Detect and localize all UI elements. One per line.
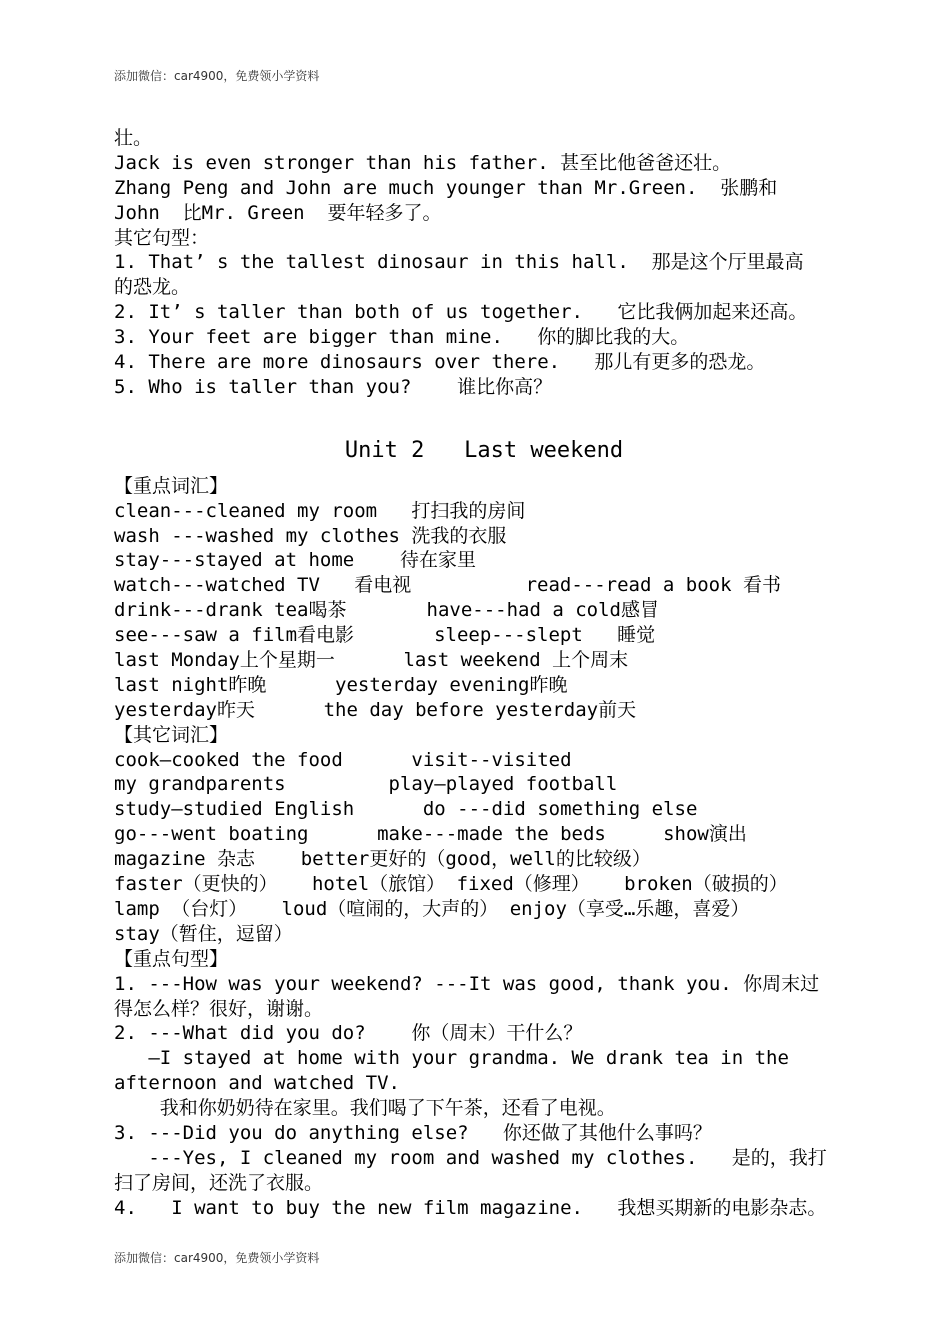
section-heading: 其它句型： [114,226,210,249]
text-line: John 比Mr. Green 要年轻多了。 [114,201,442,224]
sentence-line: 我和你奶奶待在家里。我们喝了下午茶，还看了电视。 [114,1097,616,1120]
vocab-line: yesterday昨天 the day before yesterday前天 [114,698,637,721]
vocab-line: watch---watched TV 看电视 read---read a book 看书 [114,574,781,597]
text-line: 1. That’ s the tallest dinosaur in this hall. 那是这个厅里最高 [114,251,804,274]
unit-section [114,474,854,1221]
vocab-line: last night昨晚 yesterday evening昨晚 [114,673,568,696]
text-line: Jack is even stronger than his father. 甚至比他爸爸还壮。 [114,151,732,174]
sentence-line: —I stayed at home with your grandma. We drank tea in the [114,1047,789,1070]
vocab-line: study—studied English do ---did something else [114,798,698,821]
sentence-line: ---Yes, I cleaned my room and washed my clothes. 是的，我打 [114,1146,827,1169]
section-heading: 【重点词汇】 [114,474,229,497]
text-line: 3. Your feet are bigger than mine. 你的脚比我的大。 [114,326,690,349]
vocab-line: drink---drank tea喝茶 have---had a cold感冒 [114,599,659,622]
unit-title: Unit 2 Last weekend [344,437,624,463]
document-body [114,126,854,1221]
text-line: 5. Who is taller than you? 谁比你高？ [114,375,553,398]
vocab-line: last Monday上个星期一 last weekend 上个周末 [114,649,629,672]
sentence-line: 扫了房间，还洗了衣服。 [114,1171,324,1194]
page-header: 添加微信：car4900，免费领小学资料 [114,69,320,83]
vocab-line: see---saw a film看电影 sleep---slept 睡觉 [114,624,656,647]
text-line: 2. It’ s taller than both of us together. 它比我俩加起来还高。 [114,301,808,324]
sentence-line: 3. ---Did you do anything else? 你还做了其他什么事吗？ [114,1121,712,1144]
sentence-line: 1. ---How was your weekend? ---It was good, thank you. 你周末过 [114,972,820,995]
vocab-line: cook—cooked the food visit--visited [114,748,572,771]
vocab-line: lamp （台灯） loud（喧闹的，大声的） enjoy（享受…乐趣，喜爱） [114,897,750,920]
top-section [114,126,854,400]
text-line: 的恐龙。 [114,276,191,299]
vocab-line: faster（更快的） hotel（旅馆） fixed（修理） broken（破损的） [114,873,788,896]
vocab-line: wash ---washed my clothes 洗我的衣服 [114,524,507,547]
vocab-line: my grandparents play—played football [114,773,618,796]
vocab-line: clean---cleaned my room 打扫我的房间 [114,499,526,522]
sentence-line: 得怎么样？很好，谢谢。 [114,997,324,1020]
vocab-line: go---went boating make---made the beds show演出 [114,823,747,846]
vocab-line: magazine 杂志 better更好的（good，well的比较级） [114,848,651,871]
sentence-line: afternoon and watched TV. [114,1072,400,1095]
sentence-line: 2. ---What did you do? 你（周末）干什么？ [114,1022,583,1045]
section-heading: 【其它词汇】 [114,723,229,746]
sentence-line: 4. I want to buy the new film magazine. 我想买期新的电影杂志。 [114,1196,827,1219]
text-line: 壮。 [114,127,153,149]
page-footer: 添加微信：car4900，免费领小学资料 [114,1251,320,1265]
vocab-line: stay（暂住，逗留） [114,922,293,945]
section-heading: 【重点句型】 [114,947,229,970]
text-line: Zhang Peng and John are much younger than Mr.Green. 张鹏和 [114,176,778,199]
vocab-line: stay---stayed at home 待在家里 [114,549,476,572]
text-line: 4. There are more dinosaurs over there. 那儿有更多的恐龙。 [114,351,766,374]
